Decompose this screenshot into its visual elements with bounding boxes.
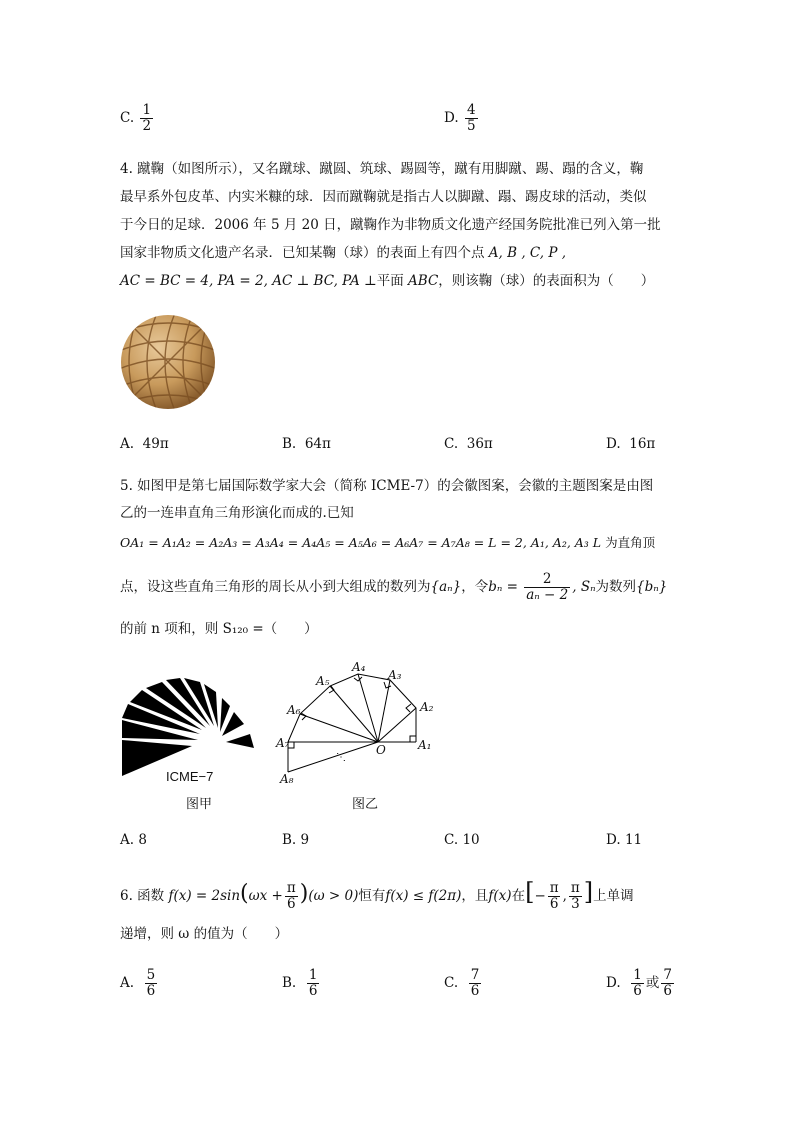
frac-den: 6 bbox=[663, 983, 672, 999]
frac-num: π bbox=[549, 880, 559, 896]
q5-line-4 bbox=[120, 568, 680, 606]
right-triangle-spiral-figure bbox=[270, 660, 450, 790]
frac-den: 2 bbox=[142, 118, 152, 134]
fraction bbox=[631, 968, 644, 999]
right-paren: ) bbox=[299, 881, 309, 906]
fraction bbox=[145, 968, 158, 999]
option-label: A. bbox=[120, 436, 135, 452]
fraction bbox=[307, 968, 320, 999]
label-a2: A₂ bbox=[420, 700, 434, 714]
icme7-logo-figure bbox=[118, 676, 262, 780]
label-a1: A₁ bbox=[418, 738, 432, 752]
q6-line-2: 递增，则 ω 的值为（ ） bbox=[120, 926, 289, 942]
q6-option-d bbox=[606, 968, 676, 999]
option-label: C. bbox=[444, 832, 459, 848]
option-value: 11 bbox=[624, 832, 643, 848]
text: 在 bbox=[511, 888, 526, 904]
frac-den: 6 bbox=[287, 896, 296, 912]
frac-num: 4 bbox=[466, 102, 476, 118]
frac-num: 1 bbox=[308, 967, 318, 983]
math: AC = BC = 4, PA = 2, AC ⊥ BC, PA ⊥ bbox=[120, 273, 377, 289]
frac-num: 7 bbox=[663, 967, 672, 983]
q6-option-a bbox=[120, 968, 159, 999]
icme7-label: ICME−7 bbox=[166, 769, 214, 784]
option-value: 36π bbox=[466, 436, 493, 452]
frac-num: π bbox=[286, 880, 296, 896]
option-label: B. bbox=[282, 975, 297, 991]
q4-line-2: 最早系外包皮革、内实米糠的球．因而蹴鞠就是指古人以脚蹴、蹋、踢皮球的活动，类似 bbox=[120, 189, 647, 205]
fraction bbox=[548, 881, 561, 912]
option-label: C. bbox=[444, 975, 459, 991]
text: ，且 bbox=[461, 888, 489, 904]
left-paren: ( bbox=[240, 881, 249, 906]
math: , Sₙ bbox=[572, 579, 596, 595]
q6-option-b bbox=[282, 968, 321, 999]
frac-den: 6 bbox=[470, 983, 480, 999]
option-value: 10 bbox=[462, 832, 480, 848]
math: (ω > 0) bbox=[308, 888, 359, 904]
frac-den: 3 bbox=[571, 896, 580, 912]
option-value: 9 bbox=[300, 832, 310, 848]
left-bracket: [ bbox=[525, 878, 535, 906]
cuju-ball-image bbox=[119, 313, 217, 411]
math: {aₙ} bbox=[430, 579, 462, 595]
frac-num: 2 bbox=[542, 571, 552, 587]
q4-option-d bbox=[606, 436, 655, 452]
math: ABC bbox=[408, 273, 439, 289]
q3-option-c bbox=[120, 103, 155, 134]
q4-option-a bbox=[120, 436, 169, 452]
q6-line-1: 6. 函数 f(x) = 2sin(ωx + $\frac{\pi}{6}$ )(ω > 0)恒有f(x) ≤ f(2π)，且f(x)在[− $\frac{\pi}{6}$ , $\frac{\pi}{3}$ ]上单调 bbox=[120, 878, 634, 912]
q4-line-5 bbox=[120, 271, 680, 291]
frac-num: π bbox=[570, 880, 580, 896]
math: f(x) = 2sin bbox=[168, 888, 241, 904]
q4-line-1: 4. 蹴鞠（如图所示），又名蹴球、蹴圆、筑球、踢圆等，蹴有用脚蹴、踢、蹋的含义，鞠 bbox=[120, 161, 644, 177]
option-label: D. bbox=[606, 975, 621, 991]
text: 为数列 bbox=[595, 579, 637, 595]
fraction bbox=[465, 103, 478, 134]
label-a8: A₈ bbox=[280, 772, 294, 786]
frac-den: aₙ − 2 bbox=[526, 587, 569, 603]
option-value: 64π bbox=[304, 436, 331, 452]
option-value: 49π bbox=[142, 436, 169, 452]
frac-num: 7 bbox=[470, 967, 480, 983]
fraction bbox=[285, 881, 298, 912]
q5-option-c bbox=[444, 832, 480, 848]
frac-num: 5 bbox=[146, 967, 156, 983]
text: 国家非物质文化遗产名录．已知某鞠（球）的表面上有四个点 bbox=[120, 245, 485, 261]
text: 6. 函数 bbox=[120, 888, 165, 904]
q5-line-5: 的前 n 项和，则 S₁₂₀ =（ ） bbox=[120, 621, 318, 637]
q5-option-d bbox=[606, 832, 642, 848]
option-label: A. bbox=[120, 975, 135, 991]
option-label: B. bbox=[282, 832, 297, 848]
q5-line-2: 乙的一连串直角三角形演化而成的.已知 bbox=[120, 505, 354, 521]
fraction bbox=[569, 881, 582, 912]
or-text: 或 bbox=[645, 975, 660, 991]
label-a7: A₇ bbox=[276, 736, 290, 750]
right-bracket: ] bbox=[583, 878, 594, 906]
q3-option-d bbox=[444, 103, 480, 134]
label-a3: A₃ bbox=[388, 668, 402, 682]
frac-num: 1 bbox=[142, 102, 152, 118]
q5-option-b bbox=[282, 832, 309, 848]
label-a5: A₅ bbox=[316, 674, 330, 688]
option-label: C. bbox=[120, 110, 135, 126]
q4-option-b bbox=[282, 436, 331, 452]
fraction bbox=[140, 103, 153, 134]
frac-den: 6 bbox=[146, 983, 156, 999]
q6-option-c bbox=[444, 968, 483, 999]
figure-jia-caption: 图甲 bbox=[186, 796, 213, 811]
option-label: D. bbox=[606, 436, 621, 452]
q5-line-1: 5. 如图甲是第七届国际数学家大会（简称 ICME-7）的会徽图案，会徽的主题图案是由图 bbox=[120, 478, 654, 494]
q4-line-4 bbox=[120, 243, 680, 263]
label-o: O bbox=[376, 743, 386, 757]
figure-yi-caption: 图乙 bbox=[352, 796, 379, 811]
text: ，则该鞠（球）的表面积为（ ） bbox=[438, 273, 655, 289]
option-label: C. bbox=[444, 436, 459, 452]
frac-den: 5 bbox=[466, 118, 476, 134]
math: f(x) ≤ f(2π) bbox=[385, 888, 462, 904]
frac-den: 6 bbox=[549, 896, 559, 912]
math: f(x) bbox=[488, 888, 512, 904]
text: 点，设这些直角三角形的周长从小到大组成的数列为 bbox=[120, 579, 431, 595]
label-a4: A₄ bbox=[352, 660, 366, 674]
option-value: 16π bbox=[629, 436, 656, 452]
math: OA₁ = A₁A₂ = A₂A₃ = A₃A₄ = A₄A₅ = A₅A₆ = A₆A₇ = A₇A₈ = L = 2, A₁, A₂, A₃ L bbox=[120, 535, 602, 550]
continuation-dots: ⋱ bbox=[336, 752, 346, 763]
frac-num: 1 bbox=[633, 967, 642, 983]
option-value: 8 bbox=[138, 832, 147, 848]
text: ，令 bbox=[461, 579, 489, 595]
math: A, B , C, P , bbox=[488, 245, 567, 261]
text: 平面 bbox=[376, 273, 404, 289]
label-a6: A₆ bbox=[287, 703, 301, 717]
fraction bbox=[469, 968, 482, 999]
text: 恒有 bbox=[358, 888, 386, 904]
math: {bₙ} bbox=[636, 579, 668, 595]
option-label: D. bbox=[606, 832, 621, 848]
q5-line-3 bbox=[120, 533, 680, 553]
fraction bbox=[661, 968, 674, 999]
frac-den: 6 bbox=[633, 983, 642, 999]
text: 上单调 bbox=[593, 888, 634, 904]
option-label: D. bbox=[444, 110, 459, 126]
frac-den: 6 bbox=[308, 983, 318, 999]
fraction bbox=[524, 572, 570, 603]
text: 为直角顶 bbox=[605, 535, 656, 550]
q4-option-c bbox=[444, 436, 493, 452]
option-label: B. bbox=[282, 436, 297, 452]
math: bₙ = bbox=[488, 579, 518, 595]
option-label: A. bbox=[120, 832, 135, 848]
math: ωx + bbox=[248, 888, 283, 904]
q5-option-a bbox=[120, 832, 147, 848]
q4-line-3: 于今日的足球．2006 年 5 月 20 日，蹴鞠作为非物质文化遗产经国务院批准已列入第一批 bbox=[120, 217, 661, 233]
